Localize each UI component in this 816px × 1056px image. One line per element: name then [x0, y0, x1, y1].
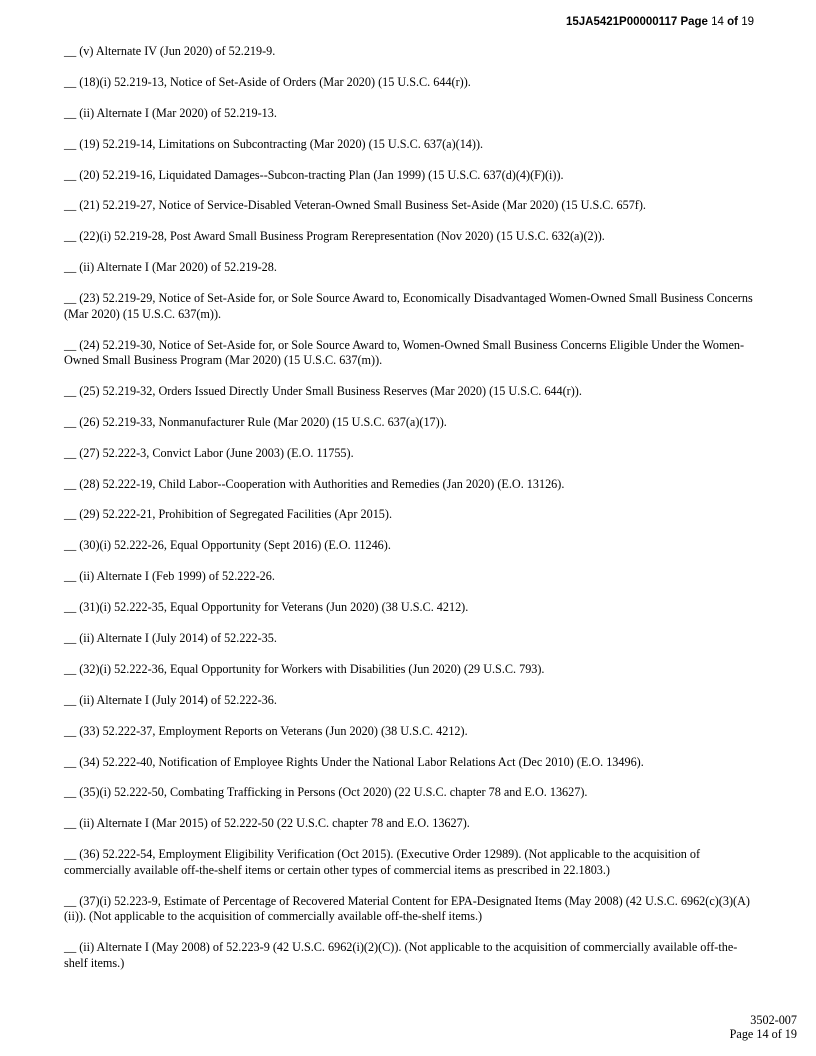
clause-item: __ (19) 52.219-14, Limitations on Subcontracting (Mar 2020) (15 U.S.C. 637(a)(14)).: [64, 136, 484, 151]
clause-item: __ (24) 52.219-30, Notice of Set-Aside for, or Sole Source Award to, Women-Owned Small Business Concerns Eligible Under the Women-Owned Small Business Program (Mar 2020) (15 U.S.C. 637(m)).: [64, 337, 745, 368]
clause-item: __ (30)(i) 52.222-26, Equal Opportunity (Sept 2016) (E.O. 11246).: [64, 538, 391, 553]
clause-item: __ (23) 52.219-29, Notice of Set-Aside for, or Sole Source Award to, Economically Disadvantaged Women-Owned Small Business Concerns (Mar 2020) (15 U.S.C. 637(m)).: [64, 291, 753, 321]
clause-item: __ (34) 52.222-40, Notification of Employee Rights Under the National Labor Relations Act (Dec 2010) (E.O. 13496).: [64, 754, 644, 769]
clause-item: __ (ii) Alternate I (Mar 2015) of 52.222-50 (22 U.S.C. chapter 78 and E.O. 13627).: [64, 816, 470, 831]
clause-item: __ (20) 52.219-16, Liquidated Damages--Subcon-tracting Plan (Jan 1999) (15 U.S.C. 637(d)(4)(F)(i)).: [64, 167, 564, 182]
clause-item: __ (35)(i) 52.222-50, Combating Trafficking in Persons (Oct 2020) (22 U.S.C. chapter 78 and E.O. 13627).: [64, 785, 588, 800]
page-header: [566, 16, 754, 28]
clause-item: __ (ii) Alternate I (July 2014) of 52.222-36.: [64, 692, 277, 707]
clause-item: __ (v) Alternate IV (Jun 2020) of 52.219-9.: [64, 44, 276, 58]
clause-item: __ (29) 52.222-21, Prohibition of Segregated Facilities (Apr 2015).: [64, 507, 392, 522]
clause-item: __ (25) 52.219-32, Orders Issued Directly Under Small Business Reserves (Mar 2020) (15 U.S.C. 644(r)).: [64, 383, 582, 398]
clause-item: __ (32)(i) 52.222-36, Equal Opportunity for Workers with Disabilities (Jun 2020) (29 U.S.C. 793).: [64, 661, 545, 676]
clause-item: __ (28) 52.222-19, Child Labor--Cooperation with Authorities and Remedies (Jan 2020) (E.O. 13126).: [64, 476, 565, 491]
clause-item: __ (26) 52.219-33, Nonmanufacturer Rule (Mar 2020) (15 U.S.C. 637(a)(17)).: [64, 414, 447, 429]
page-footer: [730, 1013, 797, 1041]
clause-item: __ (22)(i) 52.219-28, Post Award Small Business Program Rerepresentation (Nov 2020) (15 U.S.C. 632(a)(2)).: [64, 229, 605, 244]
footer-page-label: Page 14 of 19: [729, 1027, 797, 1041]
form-number: 3502-007: [750, 1013, 797, 1027]
clause-item: __ (ii) Alternate I (May 2008) of 52.223-9 (42 U.S.C. 6962(i)(2)(C)). (Not applicable to the acquisition of commercially available off-the-shelf items.): [64, 940, 738, 970]
clause-item: __ (ii) Alternate I (July 2014) of 52.222-35.: [64, 631, 277, 646]
page-word: Page: [680, 16, 708, 28]
clause-list: [64, 44, 754, 986]
clause-item: __ (31)(i) 52.222-35, Equal Opportunity for Veterans (Jun 2020) (38 U.S.C. 4212).: [64, 600, 469, 615]
clause-item: __ (21) 52.219-27, Notice of Service-Disabled Veteran-Owned Small Business Set-Aside (Mar 2020) (15 U.S.C. 657f).: [64, 198, 646, 213]
clause-item: __ (37)(i) 52.223-9, Estimate of Percentage of Recovered Material Content for EPA-Designated Items (May 2008) (42 U.S.C. 6962(c)(3)(A)(ii)). (Not applicable to the acquisition of commercially available off-the-shelf items.): [64, 893, 750, 924]
current-page-number: 14: [711, 16, 724, 28]
clause-item: __ (33) 52.222-37, Employment Reports on Veterans (Jun 2020) (38 U.S.C. 4212).: [64, 723, 468, 738]
clause-item: __ (ii) Alternate I (Mar 2020) of 52.219-28.: [64, 260, 277, 275]
clause-item: __ (18)(i) 52.219-13, Notice of Set-Aside of Orders (Mar 2020) (15 U.S.C. 644(r)).: [64, 74, 471, 89]
clause-item: __ (ii) Alternate I (Feb 1999) of 52.222-26.: [64, 569, 275, 584]
total-pages-number: 19: [741, 16, 754, 28]
clause-item: __ (36) 52.222-54, Employment Eligibility Verification (Oct 2015). (Executive Order 12989). (Not applicable to the acquisition of commercially available off-the-shelf items or certain other types of commercial items as prescribed in 22.1803.): [64, 847, 701, 877]
clause-item: __ (ii) Alternate I (Mar 2020) of 52.219-13.: [64, 105, 277, 120]
clause-item: __ (27) 52.222-3, Convict Labor (June 2003) (E.O. 11755).: [64, 445, 354, 460]
document-number: 15JA5421P00000117: [565, 16, 678, 28]
of-word: of: [727, 16, 738, 28]
